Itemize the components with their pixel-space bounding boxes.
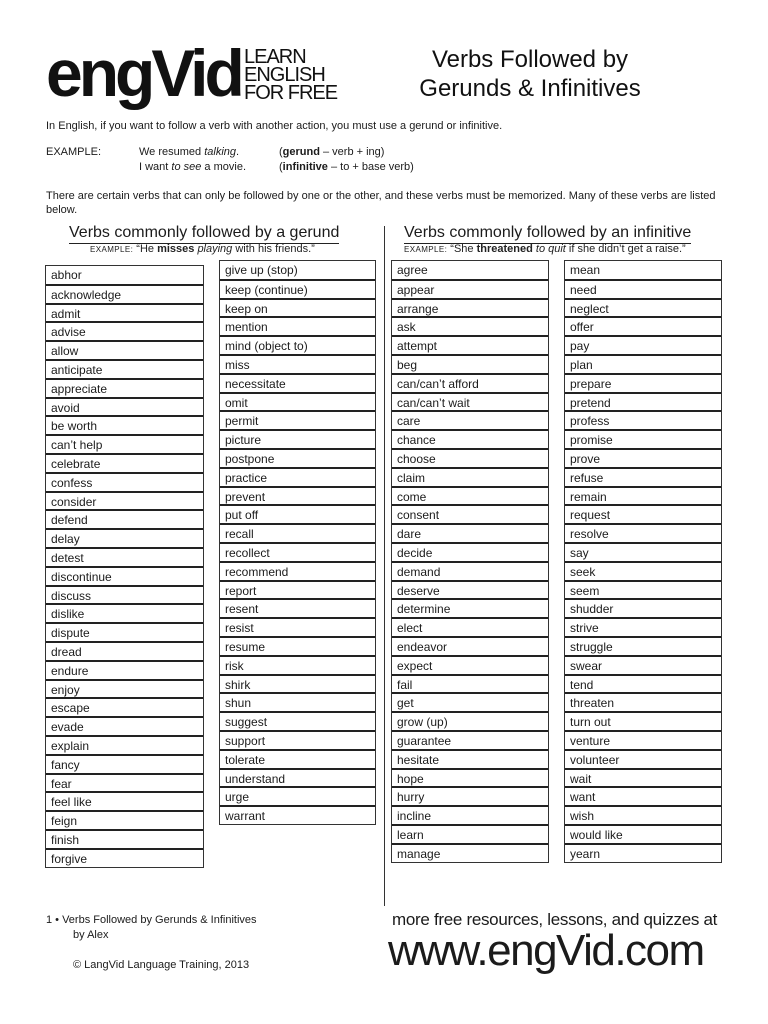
- verb-cell: fear: [46, 773, 203, 792]
- verb-cell: volunteer: [565, 749, 721, 768]
- verb-cell: give up (stop): [220, 260, 375, 279]
- verb-cell: chance: [392, 429, 548, 448]
- footer-page-line: 1 • Verbs Followed by Gerunds & Infinitives: [46, 914, 257, 926]
- verb-cell: attempt: [392, 335, 548, 354]
- verb-cell: support: [220, 730, 375, 749]
- gerund-section-title: Verbs commonly followed by a gerund: [69, 224, 339, 244]
- verb-cell: prepare: [565, 373, 721, 392]
- verb-cell: prove: [565, 448, 721, 467]
- verb-cell: enjoy: [46, 679, 203, 698]
- verb-cell: advise: [46, 321, 203, 340]
- verb-cell: keep on: [220, 298, 375, 317]
- verb-cell: allow: [46, 340, 203, 359]
- verb-cell: dare: [392, 523, 548, 542]
- verb-cell: care: [392, 410, 548, 429]
- verb-cell: remain: [565, 486, 721, 505]
- verb-cell: learn: [392, 824, 548, 843]
- verb-cell: anticipate: [46, 359, 203, 378]
- verb-cell: wait: [565, 768, 721, 787]
- verb-cell: shudder: [565, 598, 721, 617]
- verb-cell: venture: [565, 730, 721, 749]
- verb-cell: put off: [220, 504, 375, 523]
- verb-cell: would like: [565, 824, 721, 843]
- verb-cell: be worth: [46, 415, 203, 434]
- verb-cell: promise: [565, 429, 721, 448]
- verb-cell: feign: [46, 810, 203, 829]
- verb-cell: consent: [392, 504, 548, 523]
- verb-cell: turn out: [565, 711, 721, 730]
- verb-cell: escape: [46, 697, 203, 716]
- verb-cell: endure: [46, 660, 203, 679]
- verb-cell: tolerate: [220, 749, 375, 768]
- verb-cell: suggest: [220, 711, 375, 730]
- verb-cell: agree: [392, 260, 548, 279]
- verb-cell: prevent: [220, 486, 375, 505]
- verb-cell: forgive: [46, 848, 203, 867]
- verb-cell: ask: [392, 316, 548, 335]
- verb-cell: abhor: [46, 265, 203, 284]
- verb-cell: mean: [565, 260, 721, 279]
- verb-cell: finish: [46, 829, 203, 848]
- verb-cell: struggle: [565, 636, 721, 655]
- footer-copyright: © LangVid Language Training, 2013: [73, 959, 250, 971]
- verb-cell: neglect: [565, 298, 721, 317]
- verb-cell: appear: [392, 279, 548, 298]
- verb-cell: manage: [392, 843, 548, 862]
- footer-author: by Alex: [73, 929, 109, 941]
- verb-cell: expect: [392, 655, 548, 674]
- verb-cell: resist: [220, 617, 375, 636]
- verb-cell: feel like: [46, 791, 203, 810]
- verb-cell: shun: [220, 692, 375, 711]
- logo-tagline-line: LEARN: [244, 46, 306, 68]
- logo-tagline-line: ENGLISH: [244, 64, 325, 86]
- title-line-2: Gerunds & Infinitives: [419, 75, 641, 102]
- verb-cell: tend: [565, 674, 721, 693]
- verb-cell: recollect: [220, 542, 375, 561]
- verb-cell: urge: [220, 786, 375, 805]
- verb-cell: dread: [46, 641, 203, 660]
- verb-cell: strive: [565, 617, 721, 636]
- infinitive-verbs-column-2: [564, 260, 722, 863]
- verb-cell: beg: [392, 354, 548, 373]
- verb-cell: consider: [46, 491, 203, 510]
- verb-cell: dispute: [46, 622, 203, 641]
- verb-cell: want: [565, 786, 721, 805]
- verb-cell: threaten: [565, 692, 721, 711]
- verb-cell: dislike: [46, 603, 203, 622]
- verb-cell: keep (continue): [220, 279, 375, 298]
- verb-cell: claim: [392, 467, 548, 486]
- verb-cell: fail: [392, 674, 548, 693]
- verb-cell: choose: [392, 448, 548, 467]
- verb-cell: acknowledge: [46, 284, 203, 303]
- verb-cell: understand: [220, 768, 375, 787]
- column-divider: [384, 226, 385, 906]
- verb-cell: can/can’t afford: [392, 373, 548, 392]
- verb-cell: resolve: [565, 523, 721, 542]
- verb-cell: permit: [220, 410, 375, 429]
- verb-cell: hurry: [392, 786, 548, 805]
- verb-cell: celebrate: [46, 453, 203, 472]
- verb-cell: risk: [220, 655, 375, 674]
- gerund-verbs-column-1: [45, 265, 204, 868]
- page-title: [400, 45, 660, 103]
- verb-cell: avoid: [46, 397, 203, 416]
- verb-cell: hope: [392, 768, 548, 787]
- infinitive-verbs-column-1: [391, 260, 549, 863]
- verb-cell: hesitate: [392, 749, 548, 768]
- verb-cell: resume: [220, 636, 375, 655]
- verb-cell: shirk: [220, 674, 375, 693]
- verb-cell: recommend: [220, 561, 375, 580]
- example-gerund-sentence: We resumed talking.: [139, 146, 240, 158]
- verb-cell: necessitate: [220, 373, 375, 392]
- verb-cell: say: [565, 542, 721, 561]
- verb-cell: swear: [565, 655, 721, 674]
- verb-cell: postpone: [220, 448, 375, 467]
- intro-text: In English, if you want to follow a verb with another action, you must use a gerund or infinitive.: [46, 120, 503, 132]
- verb-cell: pretend: [565, 392, 721, 411]
- verb-cell: mention: [220, 316, 375, 335]
- verb-cell: warrant: [220, 805, 375, 824]
- verb-cell: plan: [565, 354, 721, 373]
- verb-cell: admit: [46, 303, 203, 322]
- verb-cell: miss: [220, 354, 375, 373]
- logo-tagline: [244, 48, 337, 102]
- footer-website-link[interactable]: www.engVid.com: [388, 926, 704, 975]
- verb-cell: deserve: [392, 580, 548, 599]
- verb-cell: determine: [392, 598, 548, 617]
- verb-cell: request: [565, 504, 721, 523]
- verb-cell: can’t help: [46, 434, 203, 453]
- verb-cell: confess: [46, 472, 203, 491]
- verb-cell: seek: [565, 561, 721, 580]
- verb-cell: arrange: [392, 298, 548, 317]
- example-gerund-note: (gerund – verb + ing): [279, 146, 385, 158]
- verb-cell: pay: [565, 335, 721, 354]
- verb-cell: recall: [220, 523, 375, 542]
- footer-more-resources: more free resources, lessons, and quizzes at: [392, 910, 718, 929]
- verb-cell: report: [220, 580, 375, 599]
- verb-cell: offer: [565, 316, 721, 335]
- verb-cell: appreciate: [46, 378, 203, 397]
- infinitive-section-title: Verbs commonly followed by an infinitive: [404, 224, 691, 244]
- verb-cell: guarantee: [392, 730, 548, 749]
- verb-cell: wish: [565, 805, 721, 824]
- verb-cell: profess: [565, 410, 721, 429]
- verb-cell: explain: [46, 735, 203, 754]
- verb-cell: detest: [46, 547, 203, 566]
- example-infinitive-sentence: I want to see a movie.: [139, 161, 247, 173]
- verb-cell: demand: [392, 561, 548, 580]
- verb-cell: discontinue: [46, 566, 203, 585]
- gerund-verbs-column-2: [219, 260, 376, 825]
- verb-cell: omit: [220, 392, 375, 411]
- verb-cell: elect: [392, 617, 548, 636]
- verb-cell: yearn: [565, 843, 721, 862]
- verb-cell: mind (object to): [220, 335, 375, 354]
- gerund-section-example: EXAMPLE: “He misses playing with his friends.”: [90, 243, 315, 255]
- verb-cell: resent: [220, 598, 375, 617]
- verb-cell: refuse: [565, 467, 721, 486]
- verb-cell: can/can’t wait: [392, 392, 548, 411]
- title-line-1: Verbs Followed by: [431, 46, 629, 73]
- verb-cell: endeavor: [392, 636, 548, 655]
- verb-cell: practice: [220, 467, 375, 486]
- logo-tagline-line: FOR FREE: [244, 82, 338, 104]
- verb-cell: incline: [392, 805, 548, 824]
- example-label: EXAMPLE:: [46, 146, 102, 158]
- verb-cell: picture: [220, 429, 375, 448]
- verb-cell: delay: [46, 528, 203, 547]
- example-infinitive-note: (infinitive – to + base verb): [279, 161, 414, 173]
- verb-cell: evade: [46, 716, 203, 735]
- memorize-paragraph: There are certain verbs that can only be followed by one or the other, and these verbs must be memorized. Many of these verbs are listed below.: [46, 190, 716, 216]
- verb-cell: discuss: [46, 585, 203, 604]
- verb-cell: need: [565, 279, 721, 298]
- verb-cell: seem: [565, 580, 721, 599]
- verb-cell: defend: [46, 509, 203, 528]
- verb-cell: grow (up): [392, 711, 548, 730]
- verb-cell: decide: [392, 542, 548, 561]
- infinitive-section-example: EXAMPLE: “She threatened to quit if she didn’t get a raise.”: [404, 243, 686, 255]
- verb-cell: fancy: [46, 754, 203, 773]
- engvid-logo: engVid: [46, 36, 241, 110]
- verb-cell: get: [392, 692, 548, 711]
- footer-page-info: [46, 913, 257, 943]
- verb-cell: come: [392, 486, 548, 505]
